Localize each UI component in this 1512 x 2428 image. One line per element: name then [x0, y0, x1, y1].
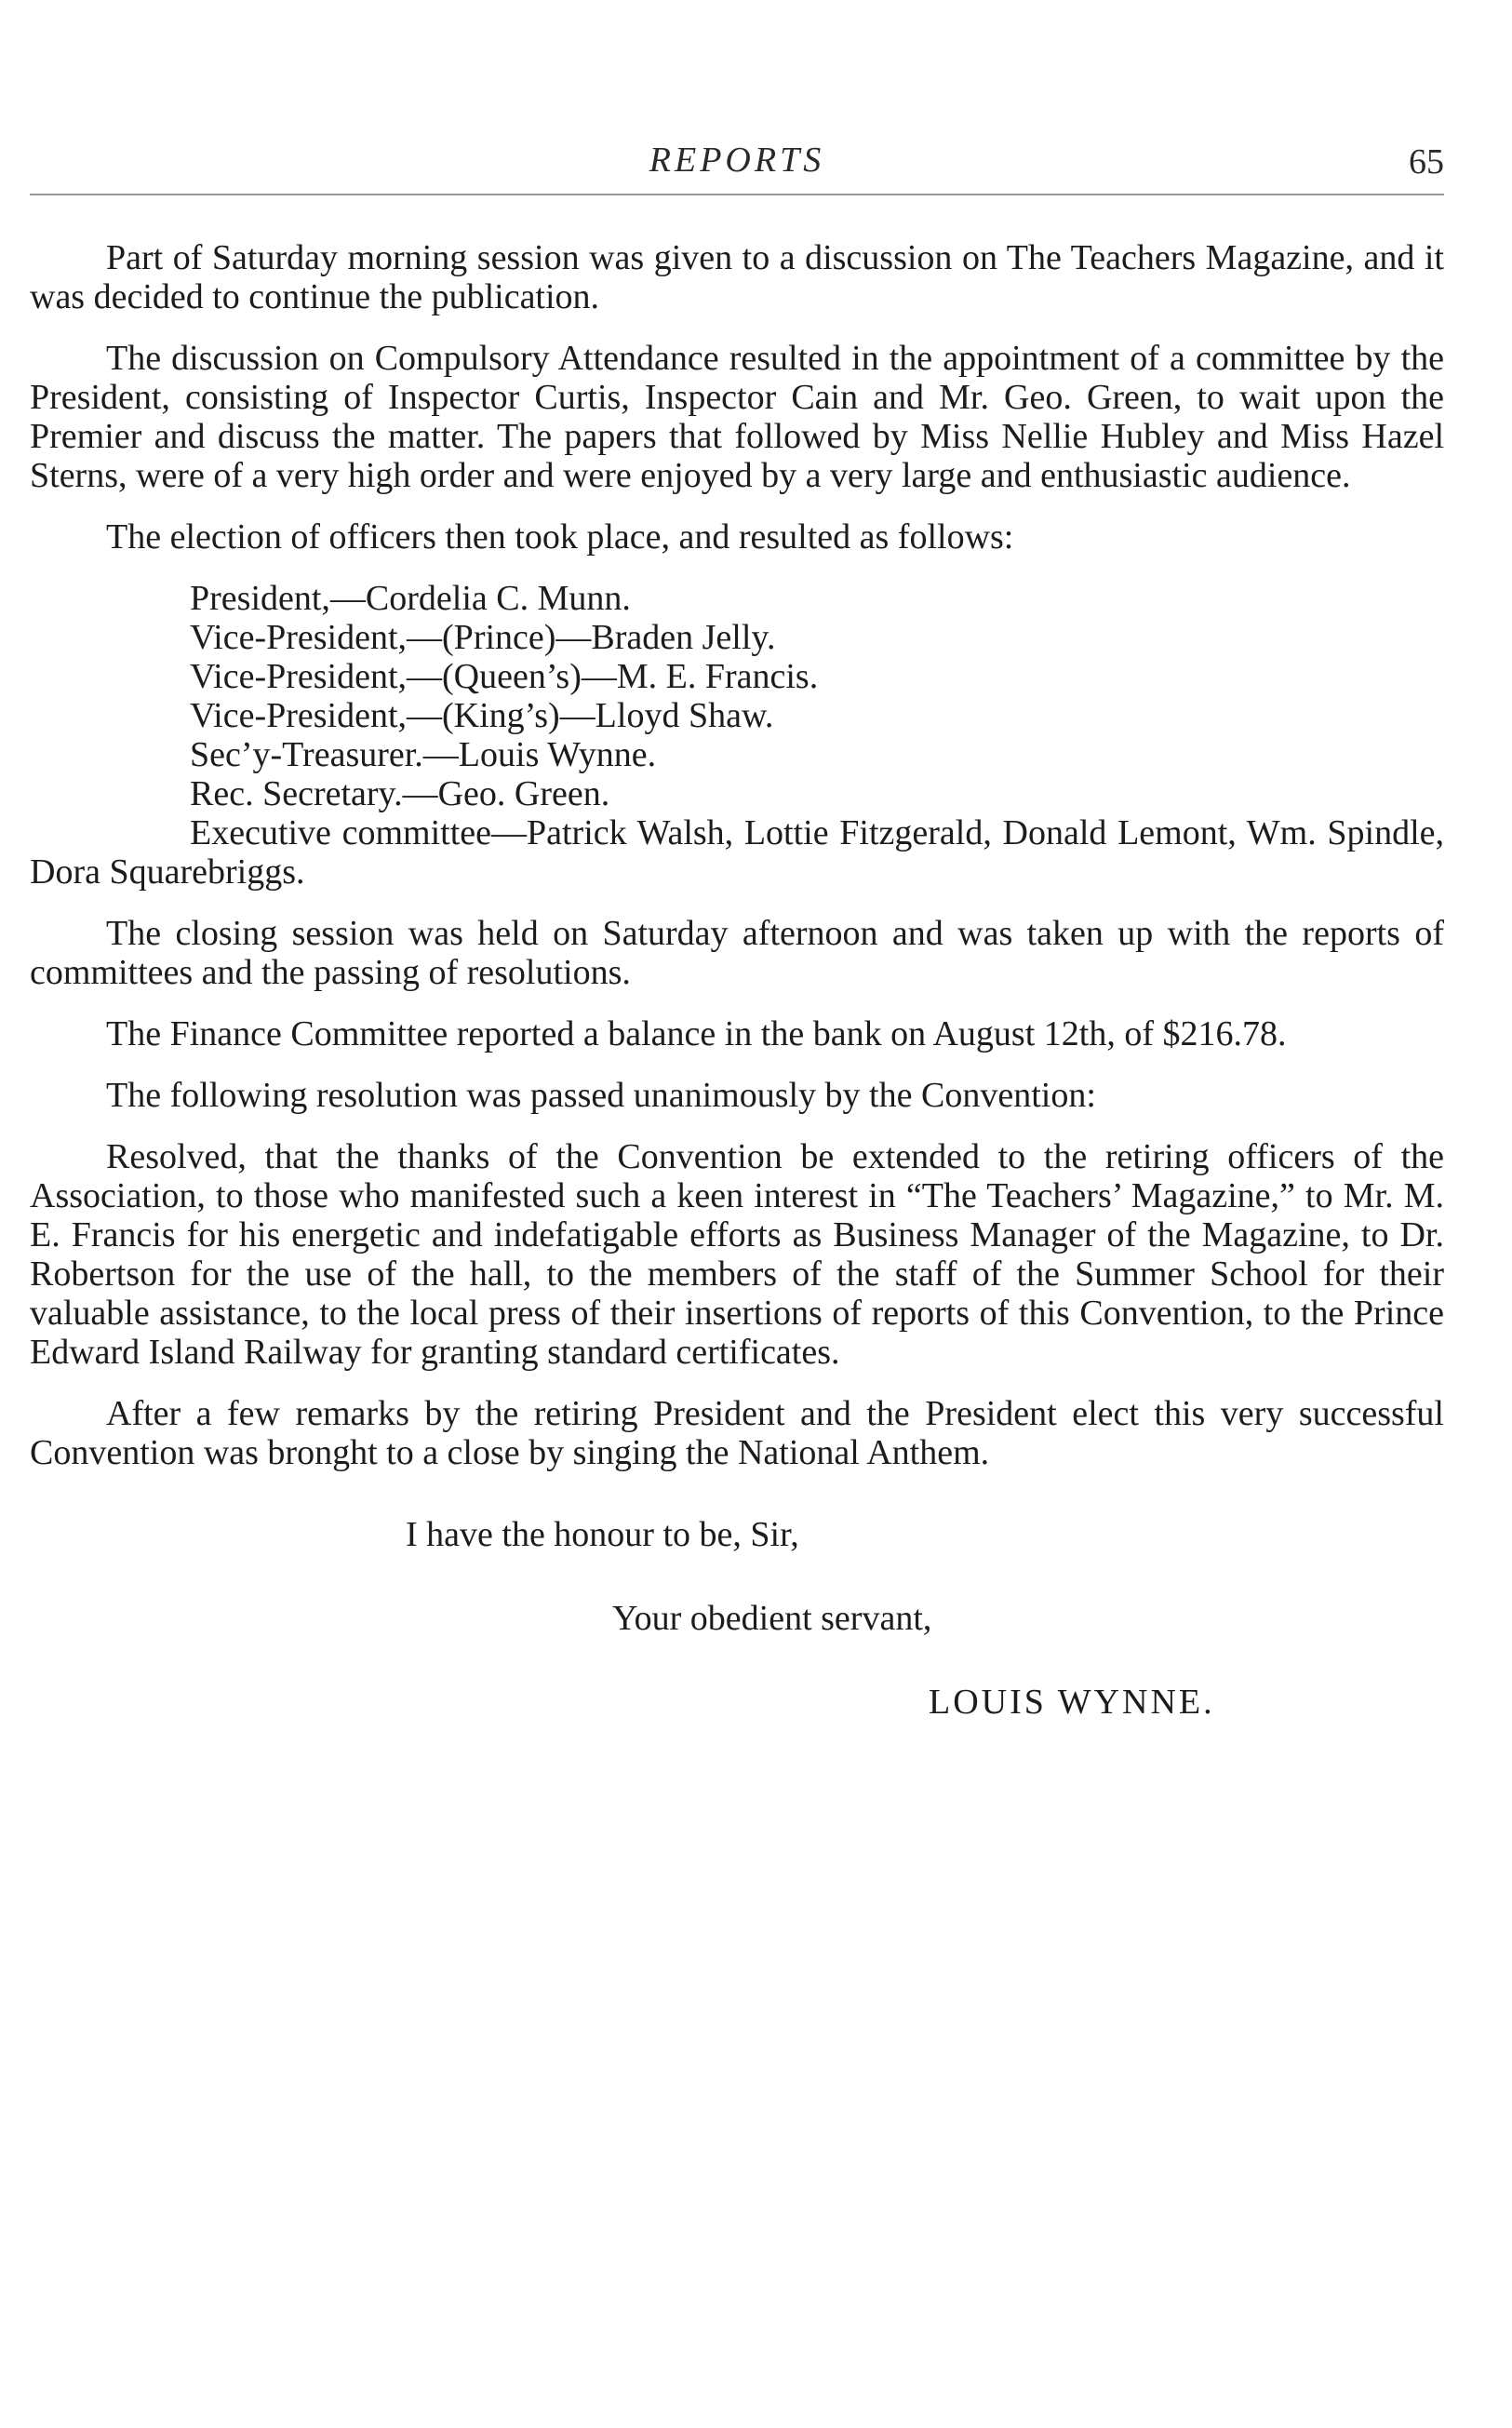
- officer-recording-secretary: Rec. Secretary.—Geo. Green.: [190, 774, 610, 813]
- officers-list: [30, 579, 1444, 892]
- paragraph-compulsory-attendance: The discussion on Compulsory Attendance resulted in the appointment of a committee by the President, consisting of Inspector Curtis, Inspector Cain and Mr. Geo. Green, to wait upon the Premier and discuss the matter. The papers that followed by Miss Nellie Hubley and Miss Hazel Sterns, were of a very high order and were enjoyed by a very large and enthusiastic audience.: [30, 339, 1444, 495]
- signature-name: LOUIS WYNNE.: [929, 1683, 1215, 1722]
- document-page: [30, 140, 1444, 1722]
- paragraph-convention-close: After a few remarks by the retiring President and the President elect this very successful Convention was bronght to a close by singing the National Anthem.: [30, 1394, 1444, 1472]
- closing-valediction: Your obedient servant,: [612, 1599, 932, 1638]
- paragraph-resolution-intro: The following resolution was passed unanimously by the Convention:: [106, 1076, 1096, 1115]
- paragraph-magazine-discussion: Part of Saturday morning session was given to a discussion on The Teachers Magazine, and it was decided to continue the publication.: [30, 238, 1444, 316]
- page-number: 65: [1409, 142, 1444, 181]
- report-body: [30, 195, 1444, 1722]
- officer-vice-president-queens: Vice-President,—(Queen’s)—M. E. Francis.: [190, 657, 819, 696]
- paragraph-resolution: Resolved, that the thanks of the Convention be extended to the retiring officers of the Association, to those who manifested such a keen interest in “The Teachers’ Magazine,” to Mr. M. E. Francis for his energetic and indefatigable efforts as Business Manager of the Magazine, to Dr. Robertson for the use of the hall, to the members of the staff of the Summer School for their valuable assistance, to the local press of their insertions of reports of this Convention, to the Prince Edward Island Railway for granting standard certificates.: [30, 1137, 1444, 1372]
- officer-secretary-treasurer: Sec’y-Treasurer.—Louis Wynne.: [190, 735, 657, 774]
- running-head: [30, 140, 1444, 195]
- officer-executive-committee: Executive committee—Patrick Walsh, Lottie Fitzgerald, Donald Lemont, Wm. Spindle, Dora Squarebriggs.: [30, 813, 1444, 892]
- paragraph-election-intro: The election of officers then took place, and resulted as follows:: [106, 517, 1014, 557]
- officer-president: President,—Cordelia C. Munn.: [190, 579, 631, 618]
- running-title: REPORTS: [649, 141, 825, 180]
- closing-salutation: I have the honour to be, Sir,: [406, 1515, 799, 1554]
- paragraph-finance-committee: The Finance Committee reported a balance in the bank on August 12th, of $216.78.: [106, 1014, 1287, 1053]
- officer-vice-president-kings: Vice-President,—(King’s)—Lloyd Shaw.: [190, 696, 774, 735]
- paragraph-closing-session: The closing session was held on Saturday afternoon and was taken up with the reports of committees and the passing of resolutions.: [30, 914, 1444, 992]
- letter-closing: [30, 1515, 1444, 1722]
- officer-vice-president-prince: Vice-President,—(Prince)—Braden Jelly.: [190, 618, 776, 657]
